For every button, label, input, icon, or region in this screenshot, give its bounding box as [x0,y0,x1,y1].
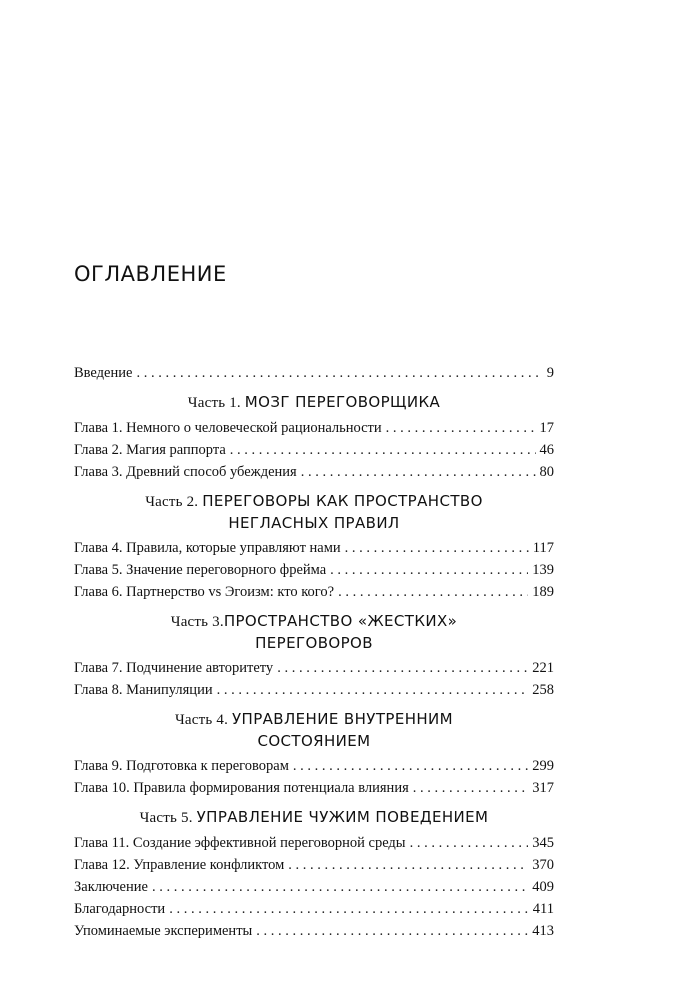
dot-leader [288,854,528,876]
toc-entry-page: 189 [532,584,554,600]
toc-entry-label: Глава 7. Подчинение авторитету [74,660,274,676]
page-title: ОГЛАВЛЕНИЕ [74,262,227,286]
toc-entry-chapter-12 [74,854,554,876]
toc-entry-label: Глава 12. Управление конфликтом [74,857,285,873]
part-title-line1: УПРАВЛЕНИЕ ЧУЖИМ ПОВЕДЕНИЕМ [196,808,489,826]
toc-entry-chapter-3 [74,461,554,483]
dot-leader [136,362,542,384]
toc-entry-chapter-5 [74,559,554,581]
dot-leader [256,920,528,942]
part-heading-3 [74,611,554,654]
dot-leader [293,755,528,777]
part-title-line2: ПЕРЕГОВОРОВ [255,634,373,652]
toc-entry-chapter-9 [74,755,554,777]
toc-entry-page: 413 [532,923,554,939]
toc-entry-label: Глава 6. Партнерство vs Эгоизм: кто кого? [74,584,335,600]
toc-entry-label: Глава 10. Правила формирования потенциала влияния [74,780,409,796]
toc-entry-label: Глава 8. Манипуляции [74,682,213,698]
part-heading-5 [74,807,554,829]
toc-entry-page: 117 [532,540,554,556]
toc-entry-page: 370 [532,857,554,873]
toc-entry-label: Глава 3. Древний способ убеждения [74,464,297,480]
part-title-line1: ПРОСТРАНСТВО «ЖЕСТКИХ» [223,612,458,630]
toc-entry-page: 80 [539,464,554,480]
toc-entry-chapter-2 [74,439,554,461]
toc-entry-chapter-4 [74,537,554,559]
toc-entry-label: Глава 4. Правила, которые управляют нами [74,540,341,556]
part-title-line1: МОЗГ ПЕРЕГОВОРЩИКА [244,393,441,411]
dot-leader [413,777,529,799]
dot-leader [330,559,528,581]
toc-entry-page: 299 [532,758,554,774]
toc-entry-label: Глава 11. Создание эффективной переговорной среды [74,835,406,851]
toc-entry-label: Глава 5. Значение переговорного фрейма [74,562,327,578]
part-prefix: Часть 5. [139,810,197,826]
part-prefix: Часть 2. [145,494,203,510]
toc-entry-page: 46 [539,442,554,458]
toc-entry-chapter-1 [74,417,554,439]
dot-leader [152,876,528,898]
toc-entry-page: 409 [532,879,554,895]
dot-leader [386,417,536,439]
toc-entry-label: Глава 1. Немного о человеческой рациональности [74,420,382,436]
table-of-contents [74,362,554,942]
toc-entry-label: Благодарности [74,901,166,917]
toc-entry-page: 258 [532,682,554,698]
toc-entry-label: Глава 9. Подготовка к переговорам [74,758,289,774]
dot-leader [217,679,529,701]
part-heading-2 [74,491,554,534]
toc-entry-label: Упоминаемые эксперименты [74,923,253,939]
dot-leader [169,898,529,920]
dot-leader [301,461,536,483]
part-prefix: Часть 4. [174,712,232,728]
toc-entry-chapter-10 [74,777,554,799]
toc-entry-experiments [74,920,554,942]
part-heading-4 [74,709,554,752]
toc-entry-page: 17 [539,420,554,436]
toc-entry-label: Заключение [74,879,148,895]
toc-entry-chapter-6 [74,581,554,603]
toc-entry-acknowledgements [74,898,554,920]
toc-entry-page: 9 [546,365,554,381]
part-prefix: Часть 3. [170,614,224,630]
toc-entry-chapter-7 [74,657,554,679]
toc-entry-page: 221 [532,660,554,676]
toc-entry-intro [74,362,554,384]
dot-leader [410,832,529,854]
part-title-line2: НЕГЛАСНЫХ ПРАВИЛ [228,514,400,532]
toc-entry-chapter-8 [74,679,554,701]
part-heading-1 [74,392,554,414]
part-title-line1: ПЕРЕГОВОРЫ КАК ПРОСТРАНСТВО [202,492,483,510]
toc-entry-page: 345 [532,835,554,851]
dot-leader [230,439,536,461]
part-title-line1: УПРАВЛЕНИЕ ВНУТРЕННИМ [231,710,454,728]
toc-entry-label: Введение [74,365,133,381]
dot-leader [345,537,529,559]
toc-entry-chapter-11 [74,832,554,854]
part-title-line2: СОСТОЯНИЕМ [257,732,371,750]
toc-entry-label: Глава 2. Магия раппорта [74,442,226,458]
toc-entry-page: 411 [532,901,554,917]
toc-entry-conclusion [74,876,554,898]
toc-entry-page: 317 [532,780,554,796]
dot-leader [338,581,528,603]
dot-leader [277,657,528,679]
part-prefix: Часть 1. [187,395,245,411]
toc-entry-page: 139 [532,562,554,578]
